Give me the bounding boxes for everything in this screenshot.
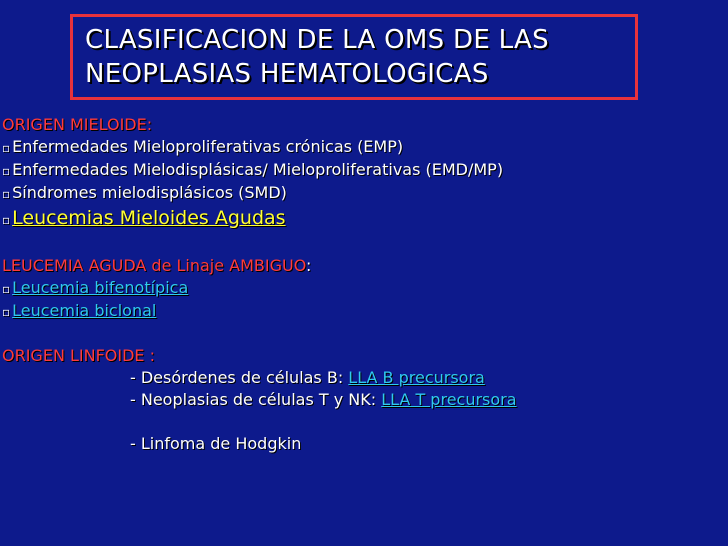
spacer xyxy=(2,411,722,433)
linfoide-b-text: - Desórdenes de células B: xyxy=(130,368,349,387)
list-item xyxy=(2,159,722,182)
leucemias-mieloides-link[interactable]: Leucemias Mieloides Agudas xyxy=(12,207,286,229)
ambiguo-heading: LEUCEMIA AGUDA de Linaje AMBIGUO xyxy=(2,256,307,275)
title-box xyxy=(70,14,638,100)
mieloide-heading: ORIGEN MIELOIDE: xyxy=(2,115,153,134)
spacer xyxy=(2,233,722,255)
mieloide-item-emd-mp: Enfermedades Mielodisplásicas/ Mieloproliferativas (EMD/MP) xyxy=(12,160,504,179)
bullet-icon: ▫ xyxy=(2,164,11,178)
bullet-icon: ▫ xyxy=(2,141,11,155)
list-item xyxy=(2,300,722,323)
linfoide-t-text: - Neoplasias de células T y NK: xyxy=(130,390,382,409)
bullet-icon: ▫ xyxy=(2,282,11,296)
bullet-icon: ▫ xyxy=(2,213,11,227)
spacer xyxy=(2,323,722,345)
leucemia-biclonal-link[interactable]: Leucemia biclonal xyxy=(12,301,157,320)
leucemia-bifenotipica-link[interactable]: Leucemia bifenotípica xyxy=(12,278,189,297)
bullet-icon: ▫ xyxy=(2,187,11,201)
list-item xyxy=(2,136,722,159)
list-item xyxy=(2,182,722,205)
lla-b-precursora-link[interactable]: LLA B precursora xyxy=(348,368,485,387)
ambiguo-heading-row xyxy=(2,255,722,277)
slide-title-line-1: CLASIFICACION DE LA OMS DE LAS xyxy=(85,25,549,55)
list-item xyxy=(2,277,722,300)
slide-content xyxy=(2,114,722,455)
bullet-icon: ▫ xyxy=(2,305,11,319)
mieloide-item-emp: Enfermedades Mieloproliferativas crónicas (EMP) xyxy=(12,137,404,156)
lla-t-precursora-link[interactable]: LLA T precursora xyxy=(381,390,517,409)
slide-title-line-2: NEOPLASIAS HEMATOLOGICAS xyxy=(85,59,489,89)
list-item xyxy=(2,389,722,411)
mieloide-item-smd: Síndromes mielodisplásicos (SMD) xyxy=(12,183,287,202)
list-item xyxy=(2,367,722,389)
list-item xyxy=(2,205,722,233)
linfoide-heading: ORIGEN LINFOIDE : xyxy=(2,346,156,365)
linfoma-hodgkin: - Linfoma de Hodgkin xyxy=(130,434,302,453)
ambiguo-colon: : xyxy=(306,256,312,275)
